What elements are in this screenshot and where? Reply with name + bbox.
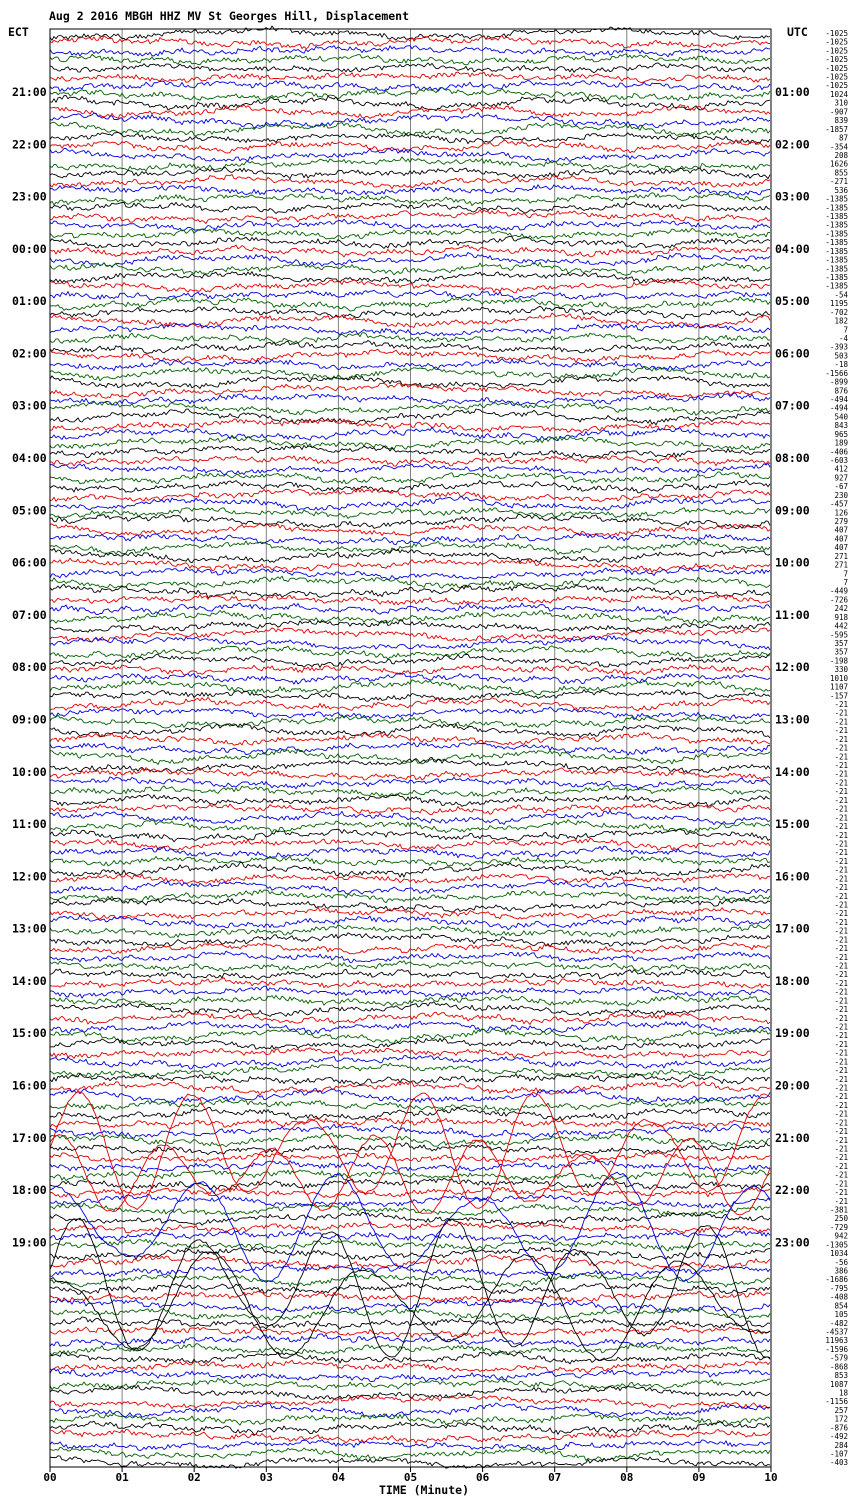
line-offset-label: -21 <box>834 708 848 718</box>
left-hour-label: 07:00 <box>12 607 47 622</box>
line-offset-label: 172 <box>834 1414 848 1424</box>
line-offset-label: -1025 <box>825 81 848 91</box>
line-offset-label: -1385 <box>825 203 848 213</box>
line-offset-label: -1385 <box>825 212 848 221</box>
line-offset-label: -1596 <box>825 1344 848 1354</box>
line-offset-label: -21 <box>834 935 848 945</box>
line-offset-label: 330 <box>834 665 848 675</box>
line-offset-label: -21 <box>834 996 848 1006</box>
line-offset-label: -21 <box>834 891 848 901</box>
line-offset-label: -1025 <box>825 72 848 82</box>
line-offset-label: -1385 <box>825 194 848 204</box>
left-hour-label: 08:00 <box>12 660 47 675</box>
line-offset-label: 918 <box>834 612 848 622</box>
line-offset-label: 536 <box>834 185 848 195</box>
line-offset-label: -492 <box>829 1432 848 1442</box>
line-offset-label: -21 <box>834 1161 848 1171</box>
line-offset-label: -21 <box>834 848 848 858</box>
line-offset-label: -21 <box>834 778 848 788</box>
line-offset-label: -702 <box>829 307 848 317</box>
line-offset-label: -1566 <box>825 368 848 378</box>
line-offset-label: -21 <box>834 1118 848 1128</box>
left-hour-label: 19:00 <box>12 1235 47 1250</box>
line-offset-label: -21 <box>834 1127 848 1137</box>
line-offset-label: -449 <box>829 586 848 596</box>
line-offset-label: 242 <box>834 604 848 614</box>
x-tick-label: 09 <box>692 1471 706 1484</box>
line-offset-label: -1156 <box>825 1397 848 1407</box>
x-tick-label: 04 <box>331 1471 346 1484</box>
left-hour-label: 06:00 <box>12 555 47 570</box>
line-offset-label: -1305 <box>825 1240 848 1250</box>
line-offset-label: -393 <box>829 342 848 352</box>
right-hour-label: 23:00 <box>775 1235 810 1250</box>
line-offset-label: -21 <box>834 1100 848 1110</box>
line-offset-label: -21 <box>834 787 848 797</box>
line-offset-label: -21 <box>834 883 848 892</box>
line-offset-label: -21 <box>834 1039 848 1049</box>
line-offset-label: 284 <box>834 1440 848 1450</box>
left-hour-label: 01:00 <box>12 294 47 309</box>
line-offset-label: -579 <box>829 1353 848 1363</box>
line-offset-label: 386 <box>834 1266 848 1276</box>
line-offset-label: -4537 <box>825 1327 848 1337</box>
line-offset-label: 357 <box>834 647 848 657</box>
line-offset-label: 540 <box>834 412 848 422</box>
line-offset-label: 126 <box>834 508 848 518</box>
line-offset-label: -21 <box>834 865 848 875</box>
line-offset-label: -21 <box>834 726 848 736</box>
right-hour-label: 20:00 <box>775 1078 810 1093</box>
line-offset-label: -354 <box>829 142 848 152</box>
line-offset-label: -408 <box>829 1292 848 1302</box>
left-hour-label: 10:00 <box>12 764 47 779</box>
right-hour-label: 07:00 <box>775 398 810 413</box>
right-hour-label: 04:00 <box>775 241 810 256</box>
line-offset-label: -21 <box>834 1179 848 1189</box>
line-offset-label: -403 <box>829 1458 848 1468</box>
line-offset-label: 503 <box>834 351 848 361</box>
left-hour-label: 12:00 <box>12 869 47 884</box>
line-offset-label: -21 <box>834 743 848 753</box>
line-offset-label: -21 <box>834 1188 848 1198</box>
left-hour-label: 03:00 <box>12 398 47 413</box>
line-offset-label: 853 <box>834 1371 848 1381</box>
line-offset-label: -21 <box>834 987 848 997</box>
line-offset-label: -21 <box>834 1074 848 1084</box>
left-timezone-label: ECT <box>8 25 29 39</box>
right-hour-label: 15:00 <box>775 817 810 832</box>
left-hour-label: 17:00 <box>12 1130 47 1145</box>
left-hour-label: 05:00 <box>12 503 47 518</box>
right-hour-label: 12:00 <box>775 660 810 675</box>
right-hour-label: 02:00 <box>775 137 810 152</box>
line-offset-label: -1385 <box>825 281 848 291</box>
line-offset-label: -406 <box>829 447 848 457</box>
left-hour-label: 09:00 <box>12 712 47 727</box>
line-offset-label: -21 <box>834 1196 848 1206</box>
line-offset-label: -457 <box>829 499 848 509</box>
x-tick-label: 03 <box>259 1471 273 1484</box>
left-hour-label: 11:00 <box>12 817 47 832</box>
line-offset-label: -21 <box>834 1005 848 1015</box>
right-timezone-label: UTC <box>787 25 808 39</box>
right-hour-label: 11:00 <box>775 607 810 622</box>
line-offset-label: -21 <box>834 944 848 953</box>
line-offset-label: 843 <box>834 421 848 431</box>
line-offset-label: -1025 <box>825 63 848 73</box>
line-offset-label: 1034 <box>829 1249 848 1259</box>
line-offset-label: 182 <box>834 316 848 326</box>
line-offset-label: 189 <box>834 438 848 448</box>
line-offset-label: 855 <box>834 168 848 178</box>
line-offset-label: -726 <box>829 595 848 605</box>
line-offset-label: 230 <box>834 490 848 500</box>
line-offset-label: -21 <box>834 1083 848 1093</box>
x-tick-label: 08 <box>620 1471 634 1484</box>
line-offset-label: 1195 <box>829 299 848 309</box>
line-offset-label: 407 <box>834 534 848 544</box>
line-offset-label: 1024 <box>829 90 848 99</box>
line-offset-label: -1025 <box>825 55 848 65</box>
line-offset-label: -21 <box>834 900 848 910</box>
line-offset-label: -21 <box>834 970 848 980</box>
line-offset-label: -21 <box>834 909 848 919</box>
line-offset-label: -21 <box>834 752 848 762</box>
line-offset-label: -21 <box>834 1109 848 1119</box>
line-offset-label: -198 <box>829 656 848 666</box>
left-hour-label: 21:00 <box>12 85 47 99</box>
right-hour-label: 13:00 <box>775 712 810 727</box>
line-offset-label: -21 <box>834 700 848 709</box>
line-offset-label: -876 <box>829 1423 848 1433</box>
line-offset-label: 7 <box>843 569 848 579</box>
line-offset-label: -21 <box>834 952 848 962</box>
right-hour-label: 03:00 <box>775 189 810 204</box>
line-offset-label: -1686 <box>825 1275 848 1285</box>
line-offset-label: -21 <box>834 734 848 744</box>
line-offset-label: -21 <box>834 804 848 814</box>
line-offset-label: 942 <box>834 1231 848 1241</box>
chart-title: Aug 2 2016 MBGH HHZ MV St Georges Hill, Displacement <box>49 9 410 23</box>
line-offset-label: -1025 <box>825 46 848 56</box>
line-offset-label: -21 <box>834 1144 848 1154</box>
line-offset-label: -21 <box>834 1031 848 1041</box>
line-offset-label: 412 <box>834 464 848 474</box>
left-hour-label: 04:00 <box>12 451 47 465</box>
line-offset-label: -21 <box>834 1057 848 1067</box>
x-tick-label: 05 <box>403 1471 418 1484</box>
right-hour-label: 21:00 <box>775 1130 810 1145</box>
line-offset-label: -795 <box>829 1283 848 1293</box>
line-offset-label: 7 <box>843 578 848 587</box>
x-tick-label: 07 <box>548 1471 562 1484</box>
left-hour-label: 23:00 <box>12 189 47 204</box>
line-offset-label: 87 <box>838 133 848 143</box>
line-offset-label: -907 <box>829 107 848 117</box>
left-hour-label: 22:00 <box>12 137 47 152</box>
line-offset-label: 1010 <box>829 673 848 683</box>
line-offset-label: -21 <box>834 761 848 770</box>
x-tick-label: 00 <box>43 1471 57 1484</box>
line-offset-label: 257 <box>834 1406 848 1415</box>
line-offset-label: -157 <box>829 691 848 701</box>
line-offset-label: 407 <box>834 543 848 553</box>
line-offset-label: -271 <box>829 177 848 187</box>
line-offset-label: -21 <box>834 1092 848 1102</box>
line-offset-label: 18 <box>838 1388 848 1398</box>
x-tick-label: 02 <box>187 1471 201 1484</box>
line-offset-label: -21 <box>834 1048 848 1058</box>
line-offset-label: -21 <box>834 978 848 988</box>
line-offset-label: 839 <box>834 116 848 126</box>
left-hour-label: 13:00 <box>12 921 47 936</box>
line-offset-label: -21 <box>834 795 848 805</box>
line-offset-label: 407 <box>834 525 848 535</box>
line-offset-label: -21 <box>834 717 848 727</box>
line-offset-label: -18 <box>834 360 848 370</box>
line-offset-label: -603 <box>829 456 848 465</box>
right-hour-label: 14:00 <box>775 764 810 779</box>
left-hour-label: 15:00 <box>12 1026 47 1041</box>
right-hour-label: 17:00 <box>775 921 810 936</box>
right-hour-label: 08:00 <box>775 451 810 465</box>
line-offset-label: -21 <box>834 1135 848 1145</box>
right-hour-label: 18:00 <box>775 973 810 988</box>
left-hour-label: 18:00 <box>12 1183 47 1198</box>
line-offset-label: -1025 <box>825 37 848 47</box>
line-offset-label: 1107 <box>829 682 848 692</box>
line-offset-label: -21 <box>834 813 848 823</box>
right-hour-label: 16:00 <box>775 869 810 884</box>
line-offset-label: -494 <box>829 403 848 413</box>
line-offset-label: -4 <box>838 334 848 343</box>
line-offset-label: -21 <box>834 1153 848 1163</box>
right-hour-label: 22:00 <box>775 1183 810 1198</box>
x-tick-label: 10 <box>764 1471 778 1484</box>
line-offset-label: -67 <box>834 482 848 492</box>
right-hour-label: 01:00 <box>775 85 810 99</box>
line-offset-label: 357 <box>834 639 848 648</box>
right-hour-label: 06:00 <box>775 346 810 361</box>
x-tick-label: 01 <box>115 1471 129 1484</box>
left-hour-label: 02:00 <box>12 346 47 361</box>
line-offset-label: -21 <box>834 830 848 840</box>
line-offset-label: 927 <box>834 473 848 483</box>
line-offset-label: -21 <box>834 822 848 831</box>
line-offset-label: -1857 <box>825 124 848 134</box>
line-offset-label: -21 <box>834 769 848 779</box>
line-offset-label: 1626 <box>829 159 848 169</box>
line-offset-label: 310 <box>834 98 848 108</box>
line-offset-label: 854 <box>834 1301 848 1311</box>
line-offset-label: -868 <box>829 1362 848 1372</box>
line-offset-label: -1385 <box>825 255 848 265</box>
line-offset-label: 271 <box>834 560 848 570</box>
left-hour-label: 00:00 <box>12 241 47 256</box>
line-offset-label: 7 <box>843 325 848 335</box>
line-offset-label: -1385 <box>825 238 848 248</box>
line-offset-label: -21 <box>834 917 848 927</box>
x-tick-label: 06 <box>475 1471 490 1484</box>
right-hour-label: 10:00 <box>775 555 810 570</box>
line-offset-label: -21 <box>834 1170 848 1180</box>
line-offset-label: -21 <box>834 839 848 849</box>
line-offset-label: -21 <box>834 1022 848 1032</box>
line-offset-label: -482 <box>829 1318 848 1328</box>
left-hour-label: 16:00 <box>12 1078 47 1093</box>
line-offset-label: -21 <box>834 926 848 936</box>
right-hour-label: 05:00 <box>775 294 810 309</box>
line-offset-label: -21 <box>834 961 848 971</box>
line-offset-label: -21 <box>834 1013 848 1023</box>
right-hour-label: 19:00 <box>775 1026 810 1041</box>
line-offset-label: -21 <box>834 1066 848 1076</box>
line-offset-label: 105 <box>834 1310 848 1320</box>
line-offset-label: -107 <box>829 1449 848 1459</box>
line-offset-label: 250 <box>834 1214 848 1224</box>
line-offset-label: 876 <box>834 386 848 396</box>
line-offset-label: -1385 <box>825 229 848 239</box>
line-offset-label: -1025 <box>825 29 848 38</box>
line-offset-label: -54 <box>834 290 848 300</box>
line-offset-label: -1385 <box>825 246 848 256</box>
line-offset-label: -729 <box>829 1222 848 1232</box>
right-hour-label: 09:00 <box>775 503 810 518</box>
line-offset-label: 1087 <box>829 1379 848 1389</box>
line-offset-label: 965 <box>834 429 848 439</box>
line-offset-label: -21 <box>834 856 848 866</box>
line-offset-label: -595 <box>829 630 848 640</box>
line-offset-label: -1385 <box>825 264 848 274</box>
line-offset-label: 442 <box>834 621 848 631</box>
line-offset-label: 11963 <box>825 1336 848 1346</box>
line-offset-label: -1385 <box>825 273 848 282</box>
line-offset-label: -899 <box>829 377 848 387</box>
left-hour-label: 14:00 <box>12 973 47 988</box>
line-offset-label: -494 <box>829 395 848 404</box>
line-offset-label: 279 <box>834 517 848 526</box>
line-offset-label: -56 <box>834 1257 848 1267</box>
x-axis-label: TIME (Minute) <box>378 1483 470 1497</box>
line-offset-label: -1385 <box>825 220 848 230</box>
line-offset-label: -381 <box>829 1205 848 1215</box>
line-offset-label: 208 <box>834 151 848 160</box>
line-offset-label: -21 <box>834 874 848 884</box>
line-offset-label: 271 <box>834 551 848 561</box>
